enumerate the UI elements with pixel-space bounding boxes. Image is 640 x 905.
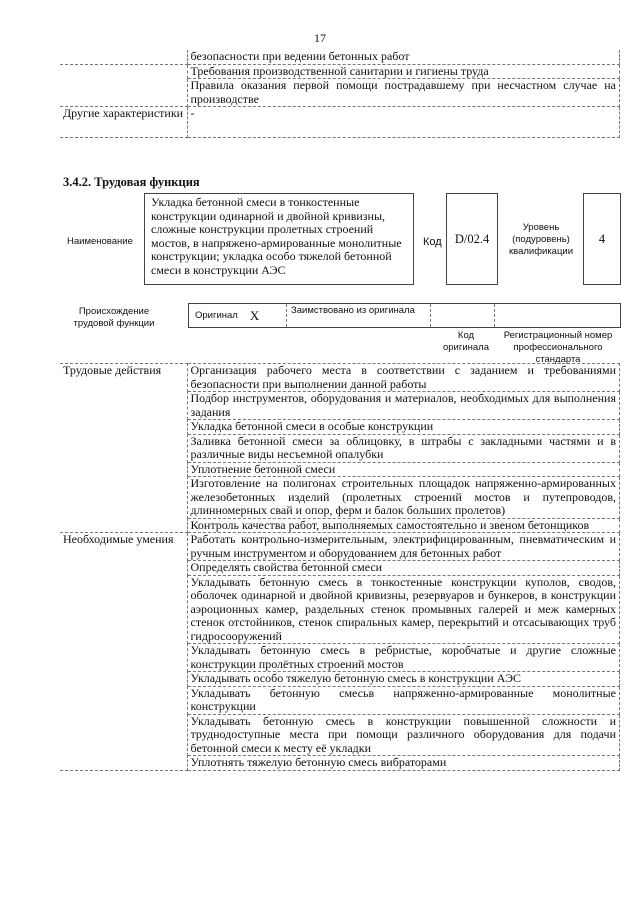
skill-item: Укладывать бетонную смесь в тонкостенные конструкции куполов, сводов, оболочек одинарной и двойной кривизны, резервуаров и бункеров, в конструкции аэроционных камер, раздельных стенок промывных галерей и меж камерных стенок отстойников, стенок спиральных камер, перекрытий и отсасывающих труб гидросооружений	[187, 575, 620, 644]
table-row	[60, 533, 620, 561]
original-label: Оригинал	[195, 310, 238, 321]
table-row	[60, 364, 620, 392]
requirements-continuation-table	[60, 50, 620, 138]
original-cell	[189, 304, 287, 327]
table-row	[60, 107, 620, 138]
labor-action-item: Подбор инструментов, оборудования и материалов, необходимых для выполнения задания	[187, 392, 620, 420]
code-label: Код	[423, 236, 442, 248]
labor-action-item: Организация рабочего места в соответствии с заданием и требованиями безопасности при выполнении данной работы	[187, 364, 620, 392]
table-row	[60, 50, 620, 64]
labor-action-item: Изготовление на полигонах строительных площадок напряженно-армированных железобетонных изделий (пролетных строений мостов и путепроводов, длинномерных свай и опор, ферм и балок больших пролетов)	[187, 477, 620, 519]
borrowed-cell: Заимствовано из оригинала	[287, 304, 431, 327]
labor-action-item: Контроль качества работ, выполняемых самостоятельно и звеном бетонщиков	[187, 518, 620, 533]
origin-table	[188, 303, 621, 328]
original-code-caption: Код оригинала	[442, 330, 489, 353]
skill-item: Укладывать бетонную смесь в конструкции повышенной сложности и труднодоступные места при помощи различного оборудования для подачи бетонной смеси к месту её укладки	[187, 714, 620, 756]
skill-item: Укладывать особо тяжелую бетонную смесь в конструкции АЭС	[187, 672, 620, 687]
level-value-box	[583, 193, 621, 285]
requirement-item: Требования производственной санитарии и гигиены труда	[187, 64, 620, 79]
requirement-item: безопасности при ведении бетонных работ	[187, 50, 620, 64]
other-characteristics-label: Другие характеристики	[60, 107, 187, 138]
labor-action-item: Заливка бетонной смеси за облицовку, в штрабы с закладными частями и в различные виды несъемной опалубки	[187, 434, 620, 462]
skill-item: Работать контрольно-измерительным, электрифицированным, пневматическим и ручным инструментом и оборудованием для бетонных работ	[187, 533, 620, 561]
skills-label: Необходимые умения	[60, 533, 187, 771]
labor-actions-label: Трудовые действия	[60, 364, 187, 533]
level-value: 4	[598, 231, 606, 246]
page-number: 17	[314, 31, 326, 45]
table-row	[60, 64, 620, 79]
labor-action-item: Уплотнение бетонной смеси	[187, 462, 620, 477]
labor-function-table	[60, 363, 620, 771]
origin-label: Происхождение трудовой функции	[73, 306, 155, 329]
table-row	[60, 79, 620, 107]
registration-number-caption: Регистрационный номер профессионального стандарта	[503, 330, 613, 365]
skill-item: Определять свойства бетонной смеси	[187, 561, 620, 576]
code-value: D/02.4	[454, 231, 490, 246]
section-title: 3.4.2. Трудовая функция	[63, 175, 200, 189]
labor-action-item: Укладка бетонной смеси в особые конструкции	[187, 420, 620, 435]
original-code-cell	[431, 304, 495, 327]
code-value-box	[446, 193, 498, 285]
registration-number-cell	[495, 304, 620, 327]
requirement-item: Правила оказания первой помощи пострадавшему при несчастном случае на производстве	[187, 79, 620, 107]
skill-item: Уплотнять тяжелую бетонную смесь вибраторами	[187, 756, 620, 771]
name-label: Наименование	[67, 236, 133, 247]
skill-item: Укладывать бетонную смесь в ребристые, коробчатые и другие сложные конструкции пролётных строений мостов	[187, 644, 620, 672]
function-name-box: Укладка бетонной смеси в тонкостенные конструкции одинарной и двойной кривизны, сложные конструкции пролетных строений мостов, в напряжено-армированные монолитные конструкции; укладка особо тяжелой бетонной смеси в конструкции АЭС	[144, 193, 414, 285]
skill-item: Укладывать бетонную смесьв напряженно-армированные монолитные конструкции	[187, 686, 620, 714]
other-characteristics-value: -	[187, 107, 620, 138]
level-label: Уровень (подуровень) квалификации	[508, 222, 574, 257]
original-mark: X	[249, 307, 260, 323]
